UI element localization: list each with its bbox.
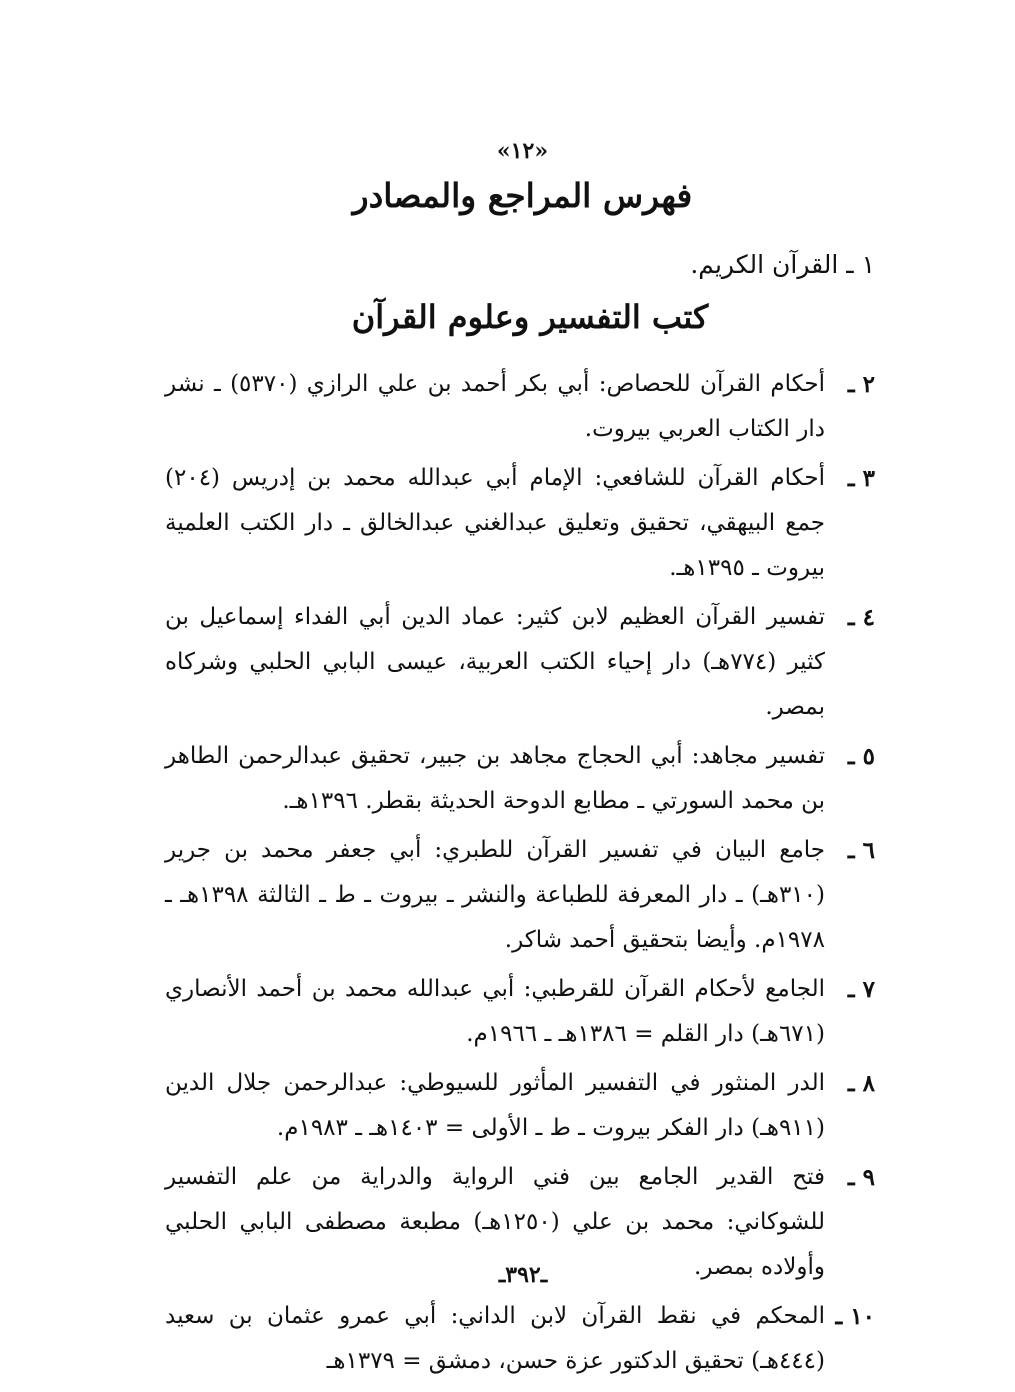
entry-number: ٤ ـ (847, 604, 875, 631)
page-number: ـ٣٩٢ـ (498, 1262, 548, 1288)
entry-text: الدر المنثور في التفسير المأثور للسيوطي: عبدالرحمن جلال الدين (٩١١هـ) دار الفكر بيروت ـ ط ـ الأولى = ١٤٠٣هـ ـ ١٩٨٣م. (165, 1070, 825, 1141)
reference-entry (165, 828, 875, 963)
reference-entry (165, 362, 875, 452)
entry-text: المحكم في نقط القرآن لابن الداني: أبي عمرو عثمان بن سعيد (٤٤٤هـ) تحقيق الدكتور عزة حسن، دمشق = ١٣٧٩هـ (165, 1303, 825, 1374)
entry-number: ٦ ـ (847, 837, 875, 864)
entry-number: ١٠ ـ (835, 1303, 875, 1330)
entry-text: الجامع لأحكام القرآن للقرطبي: أبي عبدالله محمد بن أحمد الأنصاري (٦٧١هـ) دار القلم = ١٣٨٦هـ ـ ١٩٦٦م. (165, 976, 825, 1047)
entry-text: جامع البيان في تفسير القرآن للطبري: أبي جعفر محمد بن جرير (٣١٠هـ) ـ دار المعرفة للطباعة والنشر ـ بيروت ـ ط ـ الثالثة ١٣٩٨هـ ـ ١٩٧٨م. وأيضا بتحقيق أحمد شاكر. (165, 837, 825, 953)
entry-number: ٣ ـ (847, 465, 875, 492)
entry-text: تفسير مجاهد: أبي الحجاج مجاهد بن جبير، تحقيق عبدالرحمن الطاهر بن محمد السورتي ـ مطابع الدوحة الحديثة بقطر. ١٣٩٦هـ. (165, 743, 825, 814)
reference-entry (165, 595, 875, 730)
quran-item-number: ١ ـ (846, 250, 875, 279)
entry-number: ٨ ـ (847, 1070, 875, 1097)
entry-text: فتح القدير الجامع بين فني الرواية والدراية من علم التفسير للشوكاني: محمد بن علي (١٢٥٠هـ) مطبعة مصطفى البابي الحلبي وأولاده بمصر. (165, 1164, 825, 1280)
entry-number: ٢ ـ (847, 371, 875, 398)
entry-number: ٥ ـ (847, 743, 875, 770)
section-heading: كتب التفسير وعلوم القرآن (351, 298, 709, 336)
reference-entry (165, 1061, 875, 1151)
entry-number: ٧ ـ (847, 976, 875, 1003)
quran-item-text: القرآن الكريم. (690, 250, 839, 279)
reference-entry (165, 456, 875, 591)
chapter-marker: «١٢» (496, 138, 549, 164)
entry-text: تفسير القرآن العظيم لابن كثير: عماد الدين أبي الفداء إسماعيل بن كثير (٧٧٤هـ) دار إحياء الكتب العربية، عيسى البابي الحلبي وشركاه بمصر. (165, 604, 825, 720)
entry-number: ٩ ـ (847, 1164, 875, 1191)
reference-entry (165, 1294, 875, 1384)
page-title: فهرس المراجع والمصادر (352, 176, 693, 215)
entry-text: أحكام القرآن للشافعي: الإمام أبي عبدالله محمد بن إدريس (٢٠٤) جمع البيهقي، تحقيق وتعليق عبدالغني عبدالخالق ـ دار الكتب العلمية بيروت ـ ١٣٩٥هـ. (165, 465, 825, 581)
reference-entry (165, 967, 875, 1057)
entry-text: أحكام القرآن للحصاص: أبي بكر أحمد بن علي الرازي (٥٣٧٠) ـ نشر دار الكتاب العربي بيروت. (165, 371, 825, 442)
quran-item (690, 250, 875, 279)
reference-entry (165, 734, 875, 824)
reference-list (165, 362, 875, 1388)
